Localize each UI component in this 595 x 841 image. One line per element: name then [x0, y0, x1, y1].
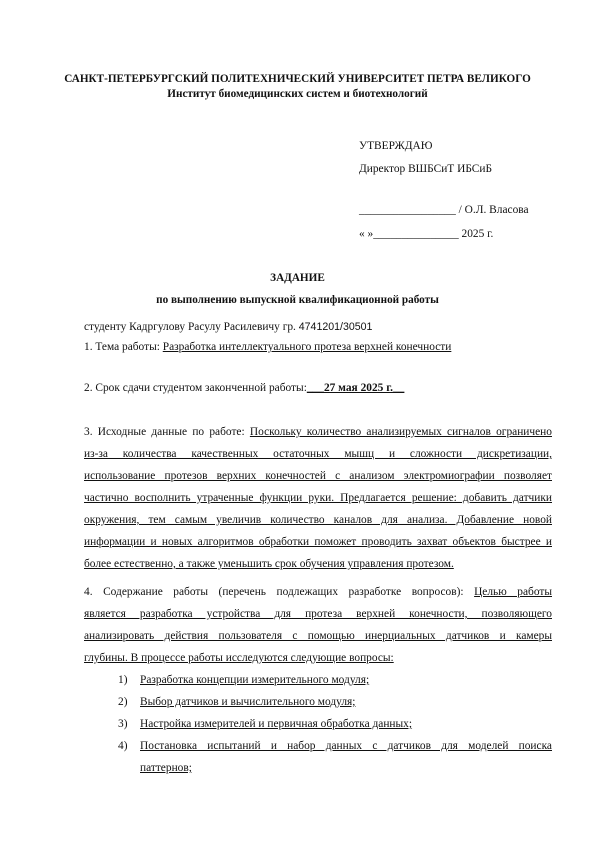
item-work-content [84, 581, 552, 669]
paragraph-line: является разработка устройства для протеза верхней конечности, позволяющего [84, 608, 552, 620]
item-deadline [84, 382, 404, 394]
paragraph-line: анализировать действия пользователя с помощью инерциальных датчиков и камеры [84, 630, 552, 642]
item-topic-label: 1. Тема работы: [84, 341, 163, 353]
approval-date-line: « »_______________ 2025 г. [359, 228, 494, 240]
paragraph-line: из-за количества качественных остаточных мышц и сложности дискретизации, [84, 448, 552, 460]
list-item-text: Выбор датчиков и вычислительного модуля; [140, 696, 356, 708]
paragraph-line: информации и новых алгоритмов обработки поможет проводить захват объектов быстрее и [84, 536, 552, 548]
student-group: 4741201/30501 [298, 321, 373, 333]
item-topic-value: Разработка интеллектуального протеза верхней конечности [162, 341, 452, 353]
questions-list [118, 669, 552, 779]
item-topic [84, 341, 451, 353]
list-item [118, 691, 552, 713]
paragraph-line: 4. Содержание работы (перечень подлежащих разработке вопросов): Целью работы [84, 586, 552, 598]
item-source-data [84, 421, 552, 575]
paragraph-line: глубины. В процессе работы исследуются следующие вопросы: [84, 652, 394, 664]
list-item [118, 713, 552, 735]
item-deadline-value: ___27 мая 2025 г.__ [306, 382, 405, 394]
university-name: САНКТ-ПЕТЕРБУРГСКИЙ ПОЛИТЕХНИЧЕСКИЙ УНИВЕРСИТЕТ ПЕТРА ВЕЛИКОГО [64, 73, 531, 85]
list-item-text: Разработка концепции измерительного модуля; [140, 674, 370, 686]
list-item [118, 735, 552, 779]
approval-director: Директор ВШБСиТ ИБСиБ [359, 163, 493, 175]
approval-signature-line: _________________ / О.Л. Власова [359, 204, 529, 216]
paragraph-line: окружения, тем самым увеличив количество каналов для анализа. Добавление новой [84, 514, 552, 526]
institute-name: Институт биомедицинских систем и биотехнологий [167, 88, 428, 100]
approval-title: УТВЕРЖДАЮ [359, 140, 433, 152]
paragraph-line: частично восполнить утраченные функции руки. Предлагается решение: добавить датчики [84, 492, 552, 504]
list-item [118, 669, 552, 691]
list-item-text: Постановка испытаний и набор данных с датчиков для моделей поиска [140, 740, 552, 752]
document-header [0, 72, 595, 102]
paragraph-line: 3. Исходные данные по работе: Поскольку количество анализируемых сигналов ограничено [84, 426, 552, 438]
student-line [84, 321, 372, 333]
paragraph-line: более естественно, а также уменьшить срок обучения управления протезом. [84, 558, 454, 570]
task-title: ЗАДАНИЕ [270, 272, 325, 284]
task-heading [0, 267, 595, 311]
item-deadline-label: 2. Срок сдачи студентом законченной работы: [84, 382, 307, 394]
list-item-number: 1) [118, 674, 128, 686]
list-item-number: 2) [118, 696, 128, 708]
task-subtitle: по выполнению выпускной квалификационной работы [156, 294, 439, 306]
student-name: студенту Кадргулову Расулу Расилевичу гр. [84, 321, 299, 333]
paragraph-line: использование протезов верхних конечностей с анализом электромиографии позволяет [84, 470, 552, 482]
list-item-number: 3) [118, 718, 128, 730]
list-item-number: 4) [118, 740, 128, 752]
list-item-text: Настройка измерителей и первичная обработка данных; [140, 718, 413, 730]
list-item-text: паттернов; [140, 762, 192, 774]
